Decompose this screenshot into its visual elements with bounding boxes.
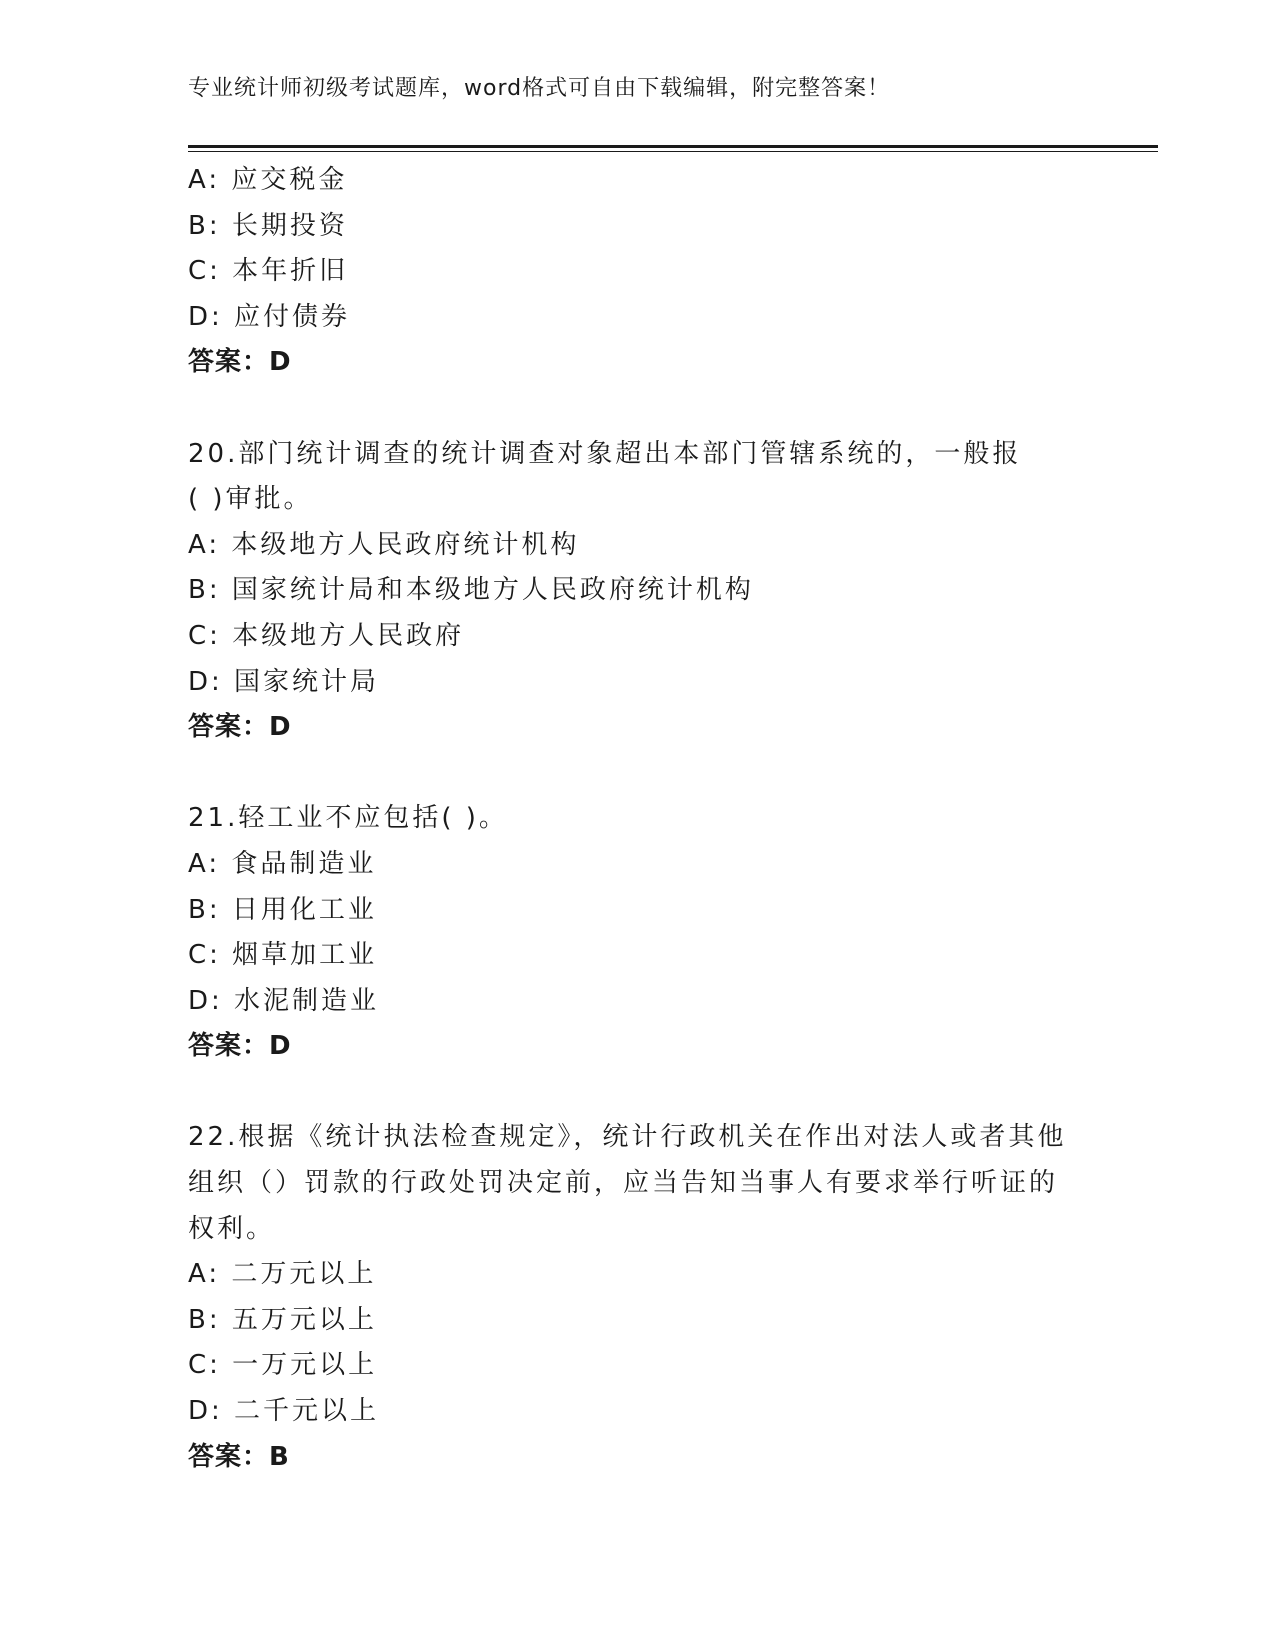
question-list — [188, 158, 1088, 1480]
question-text: 22.根据《统计执法检查规定》，统计行政机关在作出对法人或者其他 — [188, 1122, 1067, 1153]
page-header: 专业统计师初级考试题库，word格式可自由下载编辑，附完整答案！ — [188, 76, 891, 101]
spacer — [188, 751, 1088, 797]
question-text: ( )审批。 — [188, 484, 313, 515]
option-d: D: 国家统计局 — [188, 666, 380, 697]
question-text: 组织（）罚款的行政处罚决定前，应当告知当事人有要求举行听证的 — [188, 1168, 1059, 1199]
option-d: D: 应付债券 — [188, 301, 351, 332]
option-a: A: 应交税金 — [188, 165, 348, 195]
header-rule — [188, 145, 1158, 152]
option-d: D: 水泥制造业 — [188, 985, 380, 1016]
option-a: A: 二万元以上 — [188, 1259, 377, 1290]
option-a: A: 食品制造业 — [188, 848, 377, 879]
answer: 答案：D — [188, 712, 292, 743]
option-a: A: 本级地方人民政府统计机构 — [188, 529, 580, 560]
option-c: C: 本年折旧 — [188, 256, 349, 287]
question-block — [188, 158, 1088, 386]
spacer — [188, 386, 1088, 432]
question-text: 权利。 — [188, 1213, 276, 1244]
answer: 答案：B — [188, 1441, 290, 1472]
question-block — [188, 1115, 1088, 1480]
option-c: C: 烟草加工业 — [188, 940, 378, 971]
option-d: D: 二千元以上 — [188, 1396, 380, 1427]
answer: 答案：D — [188, 1031, 292, 1062]
option-b: B: 长期投资 — [188, 210, 348, 241]
option-c: C: 一万元以上 — [188, 1350, 378, 1381]
question-block — [188, 796, 1088, 1070]
spacer — [188, 1070, 1088, 1116]
answer: 答案：D — [188, 347, 292, 378]
option-c: C: 本级地方人民政府 — [188, 620, 465, 651]
option-b: B: 国家统计局和本级地方人民政府统计机构 — [188, 575, 754, 606]
question-text: 21.轻工业不应包括( )。 — [188, 803, 508, 834]
option-b: B: 五万元以上 — [188, 1304, 377, 1335]
option-b: B: 日用化工业 — [188, 894, 377, 925]
question-text: 20.部门统计调查的统计调查对象超出本部门管辖系统的，一般报 — [188, 438, 1022, 469]
question-block — [188, 432, 1088, 751]
